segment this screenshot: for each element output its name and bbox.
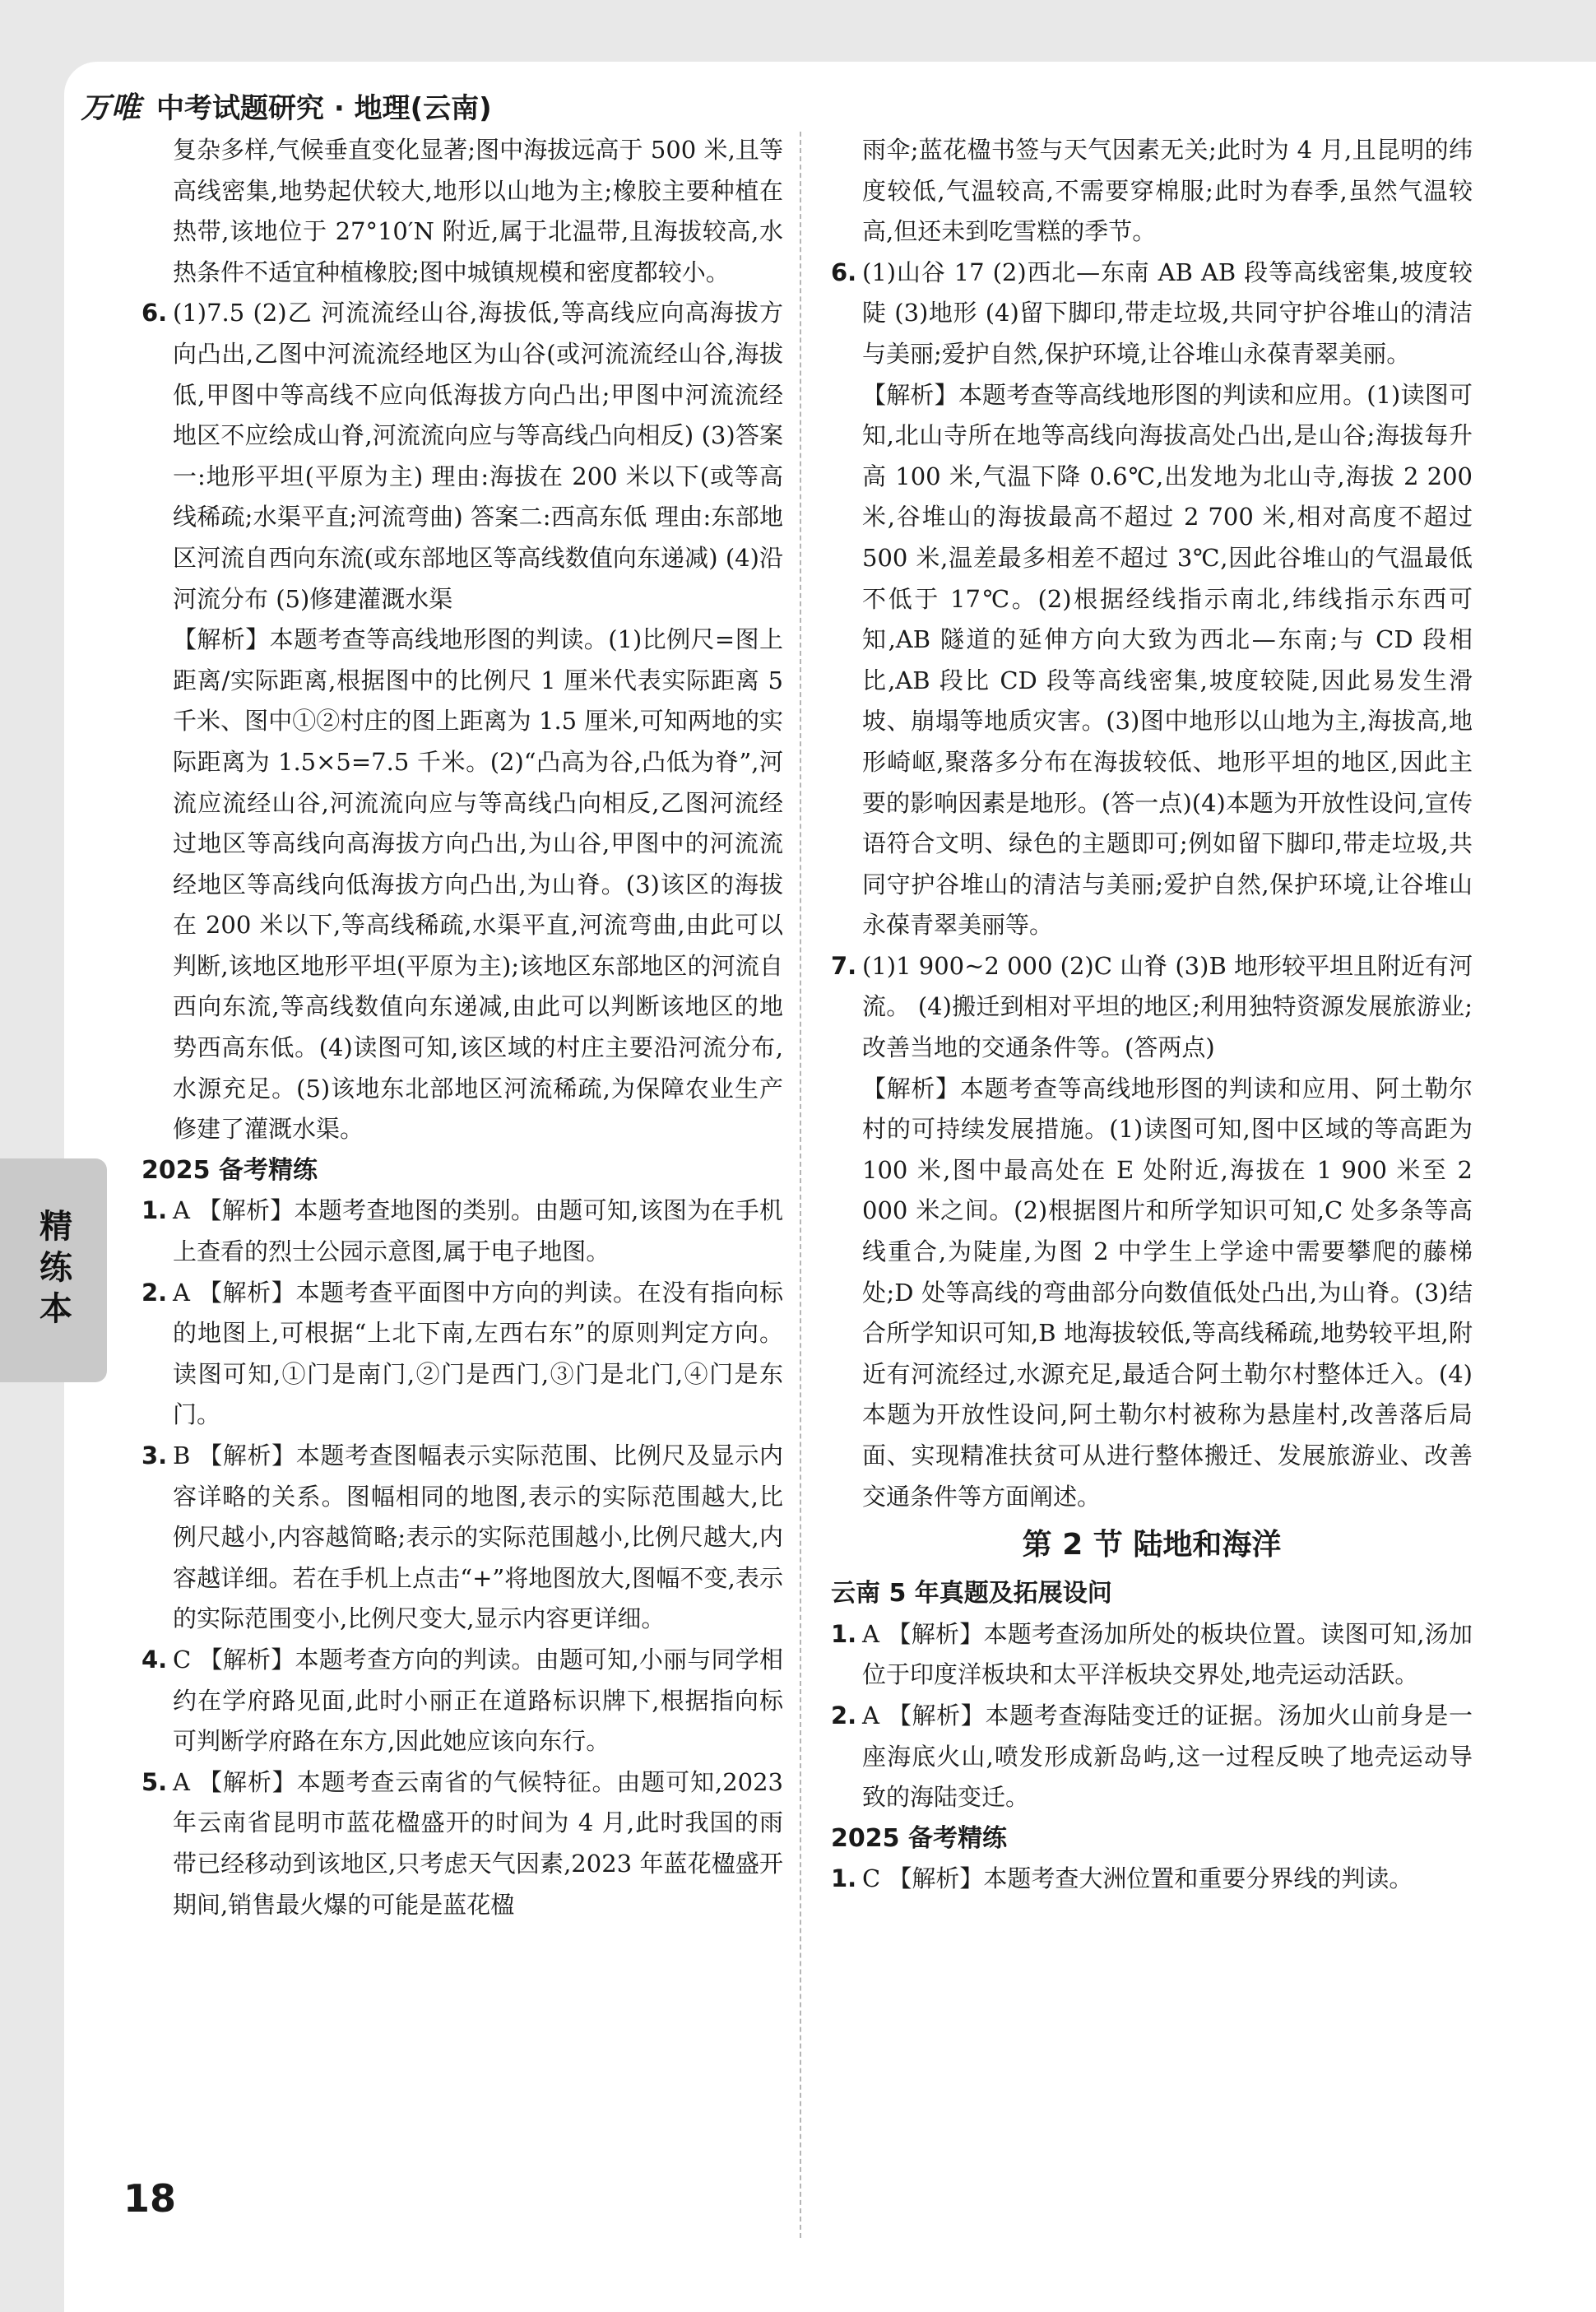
question-number: 1. <box>831 1864 857 1893</box>
brand-logo: 万唯 <box>81 91 142 125</box>
answer-text: A 【解析】本题考查汤加所处的板块位置。读图可知,汤加位于印度洋板块和太平洋板块交界处,地壳运动活跃。 <box>862 1619 1473 1689</box>
section-title: 第 2 节 陆地和海洋 <box>1022 1528 1282 1562</box>
answer-2 <box>142 1273 783 1436</box>
continued-paragraph: 复杂多样,气候垂直变化显著;图中海拔远高于 500 米,且等高线密集,地势起伏较大,地形以山地为主;橡胶主要种植在热带,该地位于 27°10′N 附近,属于北温带,且海拔较高,水热条件不适宜种植橡胶;图中城镇规模和密度都较小。 <box>173 136 783 286</box>
question-number: 6. <box>831 258 857 286</box>
running-header <box>81 82 492 128</box>
book-title: 中考试题研究 · 地理(云南) <box>156 91 492 125</box>
question-number: 2. <box>142 1278 168 1307</box>
answer-text: C 【解析】本题考查大洲位置和重要分界线的判读。 <box>862 1864 1413 1893</box>
answer-text: (1)1 900~2 000 (2)C 山脊 (3)B 地形较平坦且附近有河流。 (4)搬迁到相对平坦的地区;利用独特资源发展旅游业;改善当地的交通条件等。(答两点) <box>862 951 1473 1062</box>
answer-text: (1)7.5 (2)乙 河流流经山谷,海拔低,等高线应向高海拔方向凸出,乙图中河流流经地区为山谷(或河流流经山谷,海拔低,甲图中等高线不应向低海拔方向凸出;甲图中河流流经地区不应绘成山脊,河流流向应与等高线凸向相反) (3)答案一:地形平坦(平原为主) 理由:海拔在 200 米以下(或等高线稀疏;水渠平直;河流弯曲) 答案二:西高东低 理由:东部地区河流自西向东流(或东部地区等高线数值向东递减) (4)沿河流分布 (5)修建灌溉水渠 <box>173 299 783 613</box>
question-number: 4. <box>142 1645 168 1674</box>
question-number: 6. <box>142 299 168 327</box>
answer-5 <box>142 1762 783 1925</box>
answer-text: (1)山谷 17 (2)西北—东南 AB AB 段等高线密集,坡度较陡 (3)地形 (4)留下脚印,带走垃圾,共同守护谷堆山的清洁与美丽;爱护自然,保护环境,让谷堆山永葆青翠美丽。 <box>862 258 1473 368</box>
question-number: 1. <box>142 1196 168 1225</box>
answer-6 <box>831 253 1473 375</box>
side-tab-label: 精练本 <box>34 1209 72 1332</box>
question-number: 3. <box>142 1442 168 1469</box>
question-number: 5. <box>142 1767 168 1796</box>
left-column <box>142 130 783 1925</box>
question-number: 2. <box>831 1701 857 1729</box>
answer-7 <box>831 946 1473 1069</box>
right-column <box>831 130 1473 1900</box>
answer-y1 <box>831 1614 1473 1696</box>
subsection-heading-yunnan: 云南 5 年真题及拓展设问 <box>831 1579 1112 1609</box>
section-heading-2025: 2025 备考精练 <box>831 1823 1007 1853</box>
answer-4 <box>142 1640 783 1762</box>
answer-y2 <box>831 1696 1473 1818</box>
answer-text: C 【解析】本题考查方向的判读。由题可知,小丽与同学相约在学府路见面,此时小丽正在道路标识牌下,根据指向标可判断学府路在东方,因此她应该向东行。 <box>173 1645 783 1756</box>
answer-1 <box>142 1191 783 1272</box>
question-number: 7. <box>831 951 857 980</box>
column-divider <box>800 132 801 2238</box>
analysis-text: 【解析】本题考查等高线地形图的判读和应用。(1)读图可知,北山寺所在地等高线向海拔高处凸出,是山谷;海拔每升高 100 米,气温下降 0.6℃,出发地为北山寺,海拔 2 200 米,谷堆山的海拔最高不超过 2 700 米,相对高度不超过 500 米,温差最多相差不超过 3℃,因此谷堆山的气温最低不低于 17℃。(2)根据经线指示南北,纬线指示东西可知,AB 隧道的延伸方向大致为西北—东南;与 CD 段相比,AB 段比 CD 段等高线密集,坡度较陡,因此易发生滑坡、崩塌等地质灾害。(3)图中地形以山地为主,海拔高,地形崎岖,聚落多分布在海拔较低、地形平坦的地区,因此主要的影响因素是地形。(答一点)(4)本题为开放性设问,宣传语符合文明、绿色的主题即可;例如留下脚印,带走垃圾,共同守护谷堆山的清洁与美丽;爱护自然,保护环境,让谷堆山永葆青翠美丽等。 <box>862 380 1473 940</box>
answer-3 <box>142 1436 783 1640</box>
answer-6 <box>142 293 783 620</box>
answer-text: A 【解析】本题考查海陆变迁的证据。汤加火山前身是一座海底火山,喷发形成新岛屿,这一过程反映了地壳运动导致的海陆变迁。 <box>862 1701 1473 1812</box>
answer-text: A 【解析】本题考查平面图中方向的判读。在没有指向标的地图上,可根据“上北下南,左西右东”的原则判定方向。读图可知,①门是南门,②门是西门,③门是北门,④门是东门。 <box>173 1278 783 1429</box>
analysis-text: 【解析】本题考查等高线地形图的判读。(1)比例尺=图上距离/实际距离,根据图中的比例尺 1 厘米代表实际距离 5 千米、图中①②村庄的图上距离为 1.5 厘米,可知两地的实际距离为 1.5×5=7.5 千米。(2)“凸高为谷,凸低为脊”,河流应流经山谷,河流流向应与等高线凸向相反,乙图河流经过地区等高线向高海拔方向凸出,为山谷,甲图中的河流流经地区等高线向低海拔方向凸出,为山脊。(3)该区的海拔在 200 米以下,等高线稀疏,水渠平直,河流弯曲,由此可以判断,该地区地形平坦(平原为主);该地区东部地区的河流自西向东流,等高线数值向东递减,由此可以判断该地区的地势西高东低。(4)读图可知,该区域的村庄主要沿河流分布,水源充足。(5)该地东北部地区河流稀疏,为保障农业生产修建了灌溉水渠。 <box>173 625 783 1144</box>
question-number: 1. <box>831 1619 857 1648</box>
side-tab <box>0 1158 107 1382</box>
continued-paragraph: 雨伞;蓝花楹书签与天气因素无关;此时为 4 月,且昆明的纬度较低,气温较高,不需要穿棉服;此时为春季,虽然气温较高,但还未到吃雪糕的季节。 <box>862 136 1473 246</box>
page-number: 18 <box>123 2176 177 2221</box>
answer-b1 <box>831 1859 1473 1900</box>
answer-text: A 【解析】本题考查地图的类别。由题可知,该图为在手机上查看的烈士公园示意图,属于电子地图。 <box>173 1196 783 1266</box>
section-heading-2025: 2025 备考精练 <box>142 1155 318 1185</box>
answer-text: B 【解析】本题考查图幅表示实际范围、比例尺及显示内容详略的关系。图幅相同的地图,表示的实际范围越大,比例尺越小,内容越简略;表示的实际范围越小,比例尺越大,内容越详细。若在手机上点击“+”将地图放大,图幅不变,表示的实际范围变小,比例尺变大,显示内容更详细。 <box>173 1442 783 1633</box>
answer-text: A 【解析】本题考查云南省的气候特征。由题可知,2023 年云南省昆明市蓝花楹盛开的时间为 4 月,此时我国的雨带已经移动到该地区,只考虑天气因素,2023 年蓝花楹盛开期间,销售最火爆的可能是蓝花楹 <box>173 1767 783 1919</box>
analysis-text: 【解析】本题考查等高线地形图的判读和应用、阿土勒尔村的可持续发展措施。(1)读图可知,图中区域的等高距为 100 米,图中最高处在 E 处附近,海拔在 1 900 米至 2 000 米之间。(2)根据图片和所学知识可知,C 处多条等高线重合,为陡崖,为图 2 中学生上学途中需要攀爬的藤梯处;D 处等高线的弯曲部分向数值低处凸出,为山脊。(3)结合所学知识可知,B 地海拔较低,等高线稀疏,地势较平坦,附近有河流经过,水源充足,最适合阿土勒尔村整体迁入。(4)本题为开放性设问,阿土勒尔村被称为悬崖村,改善落后局面、实现精准扶贫可从进行整体搬迁、发展旅游业、改善交通条件等方面阐述。 <box>862 1074 1473 1511</box>
